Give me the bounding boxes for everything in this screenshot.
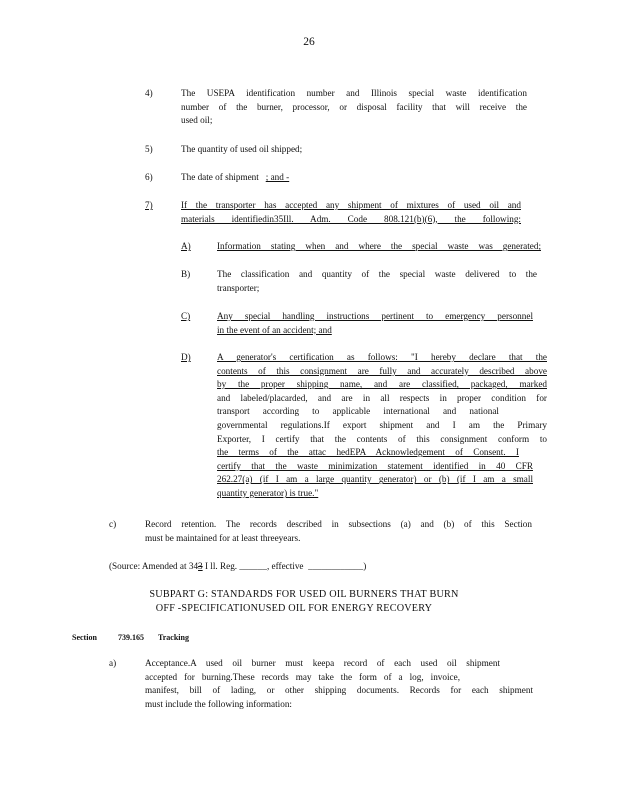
text-line: Record retention. The records described in subsections (a) and (b) of this Section: [145, 519, 532, 529]
blank-field: ______: [239, 561, 267, 571]
list-item-text: [181, 87, 527, 128]
text-line: transport according to applicable international and national: [217, 406, 499, 417]
section-title: Tracking: [158, 633, 189, 642]
section-number: 739.165: [118, 633, 144, 642]
sub-item-number: D): [181, 352, 191, 362]
source-reg: I ll. Reg.: [204, 561, 238, 571]
text-line: The date of shipment: [181, 172, 259, 182]
sub-item-text: [217, 351, 547, 501]
text-line: the terms of the attac hedEPA Acknowledgement of Consent. I: [217, 447, 519, 458]
list-item-number: 7): [145, 200, 153, 210]
list-item-text: [181, 171, 289, 185]
sub-item-number: B): [181, 269, 191, 279]
text-line: If the transporter has accepted any shipment of mixtures of used oil and: [181, 200, 521, 210]
list-item-text: [181, 143, 302, 157]
text-line: The classification and quantity of the special waste delivered to the: [217, 269, 537, 279]
sub-item-text: [217, 268, 537, 295]
list-item-number: 6): [145, 172, 153, 182]
text-line: Any special handling instructions pertinent to emergency personnel: [217, 311, 533, 321]
text-line: A generator's certification as follows: "I hereby declare that the: [217, 352, 547, 362]
text-line: by the proper shipping name, and are classified, packaged, marked: [217, 379, 547, 390]
text-line: number of the burner, processor, or disposal facility that will receive the: [181, 101, 527, 112]
text-line: transporter;: [217, 282, 260, 293]
text-line: The USEPA identification number and Illinois special waste identification: [181, 88, 527, 98]
source-prefix: (Source: Amended at 34: [109, 561, 199, 571]
text-line: Information stating when and where the special waste was generated;: [217, 241, 541, 251]
subpart-heading-line: SUBPART G: STANDARDS FOR USED OIL BURNERS THAT BURN: [149, 589, 459, 600]
paragraph-text: [145, 657, 533, 711]
text-line: used oil;: [181, 115, 213, 126]
page-number: 26: [303, 36, 315, 48]
source-note: [109, 560, 366, 574]
text-line: governmental regulations.If export shipment and I am the Primary: [217, 419, 547, 430]
subpart-heading-line: OFF -SPECIFICATIONUSED OIL FOR ENERGY RECOVERY: [155, 603, 433, 614]
text-line: materials identifiedin35Ill. Adm. Code 808.121(b)(6), the following:: [181, 213, 521, 224]
sub-item-text: [217, 240, 541, 254]
list-item-number: 4): [145, 88, 153, 98]
text-line: 262.27(a) (if I am a large quantity generator) or (b) (if I am a small: [217, 474, 533, 485]
text-line: Acceptance.A used oil burner must keepa record of each used oil shipment: [145, 658, 500, 668]
section-label: Section: [72, 633, 97, 642]
paragraph-number: a): [109, 658, 117, 668]
list-item-text: [181, 199, 521, 226]
text-line: must include the following information:: [145, 698, 292, 709]
sub-item-text: [217, 310, 533, 337]
list-item-number: 5): [145, 144, 153, 154]
sub-item-number: C): [181, 311, 191, 321]
text-line: accepted for burning.These records may take the form of a log, invoice,: [145, 671, 460, 682]
text-line: in the event of an accident; and: [217, 324, 332, 335]
effective-label: , effective: [266, 561, 304, 571]
text-line: quantity generator) is true.": [217, 487, 319, 498]
text-line: and labeled/placarded, and are in all respects in proper condition for: [217, 392, 547, 403]
text-line: Exporter, I certify that the contents of this consignment conform to: [217, 433, 547, 444]
text-line: certify that the waste minimization statement identified in 40 CFR: [217, 460, 533, 471]
text-line: The quantity of used oil shipped;: [181, 144, 303, 154]
text-line: manifest, bill of lading, or other shipping documents. Records for each shipment: [145, 685, 533, 696]
sub-item-number: A): [181, 241, 191, 251]
inserted-text: ; and -: [265, 172, 290, 182]
paragraph-text: [145, 518, 532, 545]
paragraph-number: c): [109, 519, 117, 529]
text-line: must be maintained for at least threeyears.: [145, 532, 301, 543]
blank-field: ____________): [308, 561, 367, 571]
struck-text: 3: [198, 561, 203, 571]
text-line: contents of this consignment are fully and accurately described above: [217, 365, 547, 376]
